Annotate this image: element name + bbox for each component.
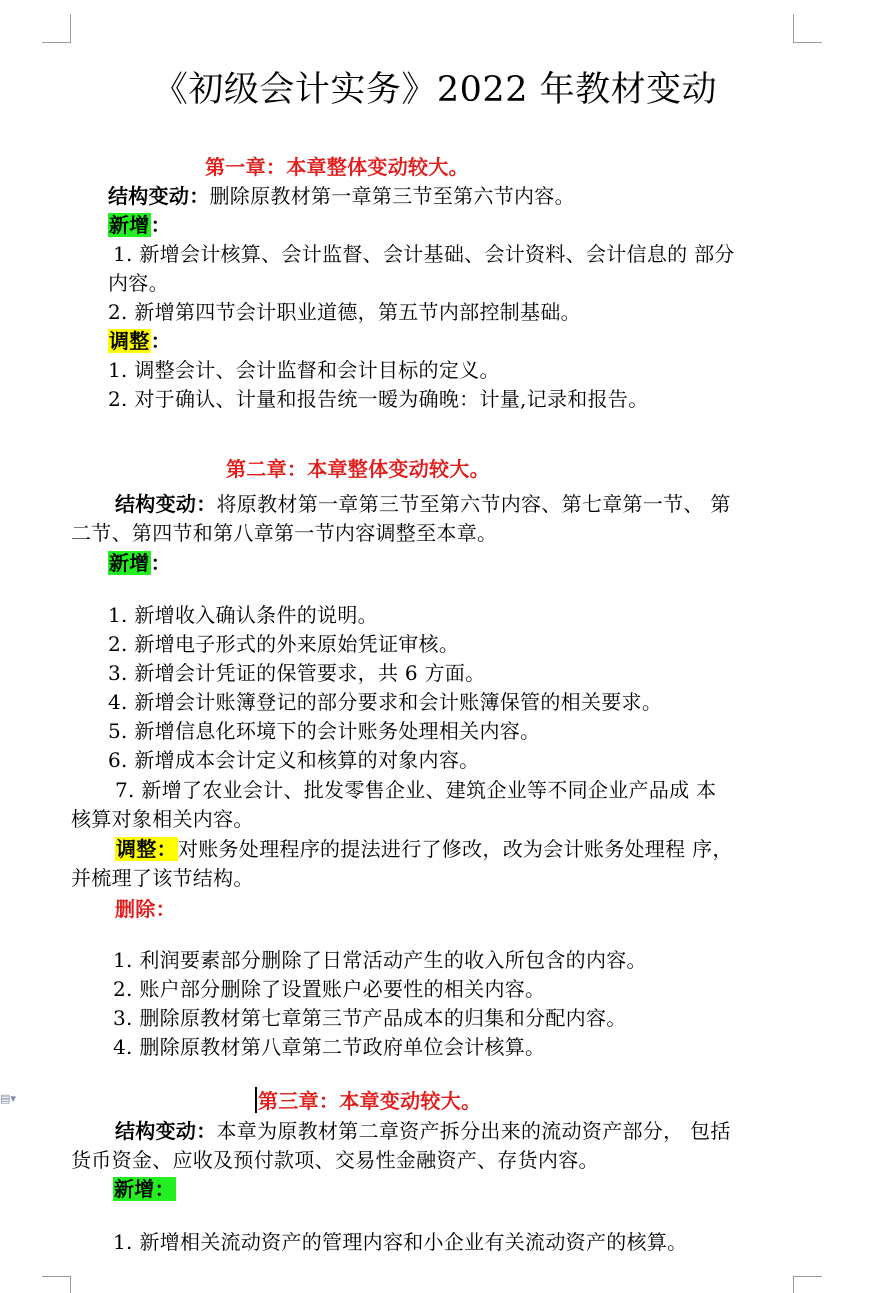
structure-label: 结构变动： [108, 184, 210, 208]
chapter-2-structure [115, 490, 731, 519]
paragraph-layout-icon[interactable]: ▤▾ [0, 1092, 16, 1105]
list-item: 2. 新增第四节会计职业道德，第五节内部控制基础。 [108, 300, 581, 324]
list-item: 4. 新增会计账簿登记的部分要求和会计账簿保管的相关要求。 [108, 690, 663, 714]
list-item: 2. 对于确认、计量和报告统一暧为确晚：计量,记录和报告。 [108, 387, 649, 411]
chapter-3-structure [115, 1117, 731, 1146]
list-item: 3. 删除原教材第七章第三节产品成本的归集和分配内容。 [113, 1006, 627, 1030]
list-item-continuation: 核算对象相关内容。 [71, 807, 254, 831]
structure-text: 删除原教材第一章第三节至第六节内容。 [209, 184, 575, 208]
colon: ： [150, 213, 171, 237]
colon: ： [150, 329, 171, 353]
colon: ： [150, 551, 171, 575]
chapter-2-new-label-line [108, 549, 171, 578]
list-item: 3. 新增会计凭证的保管要求，共 6 方面。 [108, 661, 486, 685]
structure-label: 结构变动： [115, 1119, 217, 1143]
adjust-label: 调整： [116, 837, 177, 861]
new-label: 新增 [109, 551, 150, 575]
adjust-text: 对账务处理程序的提法进行了修改，改为会计账务处理程 序， [177, 837, 733, 861]
structure-text-continuation: 二节、第四节和第八章第一节内容调整至本章。 [71, 521, 498, 545]
chapter-2-heading: 第二章：本章整体变动较大。 [226, 457, 490, 481]
structure-text: 本章为原教材第二章资产拆分出来的流动资产部分， 包括 [216, 1119, 731, 1143]
new-label: 新增： [114, 1177, 175, 1201]
delete-label: 删除： [115, 897, 176, 921]
text-cursor [255, 1087, 257, 1113]
list-item: 5. 新增信息化环境下的会计账务处理相关内容。 [108, 719, 541, 743]
chapter-2-adjust [115, 835, 733, 864]
list-item: 1. 新增收入确认条件的说明。 [108, 603, 378, 627]
list-item-continuation: 内容。 [108, 271, 169, 295]
chapter-3-heading [255, 1087, 481, 1116]
list-item: 1. 新增会计核算、会计监督、会计基础、会计资料、会计信息的 部分 [113, 242, 735, 266]
new-label: 新增 [109, 213, 150, 237]
list-item: 2. 账户部分删除了设置账户必要性的相关内容。 [113, 977, 546, 1001]
chapter-1-structure [108, 182, 575, 211]
structure-text: 将原教材第一章第三节至第六节内容、第七章第一节、 第 [216, 492, 731, 516]
list-item: 7. 新增了农业会计、批发零售企业、建筑企业等不同企业产品成 本 [115, 778, 717, 802]
list-item: 1. 新增相关流动资产的管理内容和小企业有关流动资产的核算。 [113, 1230, 688, 1254]
chapter-1-new-label-line [108, 211, 171, 240]
chapter-1-adjust-label-line [108, 327, 171, 356]
document-title: 《初级会计实务》2022 年教材变动 [152, 70, 718, 110]
crop-mark-bottom-right [793, 1276, 822, 1293]
structure-text-continuation: 货币资金、应收及预付款项、交易性金融资产、存货内容。 [71, 1148, 599, 1172]
list-item: 2. 新增电子形式的外来原始凭证审核。 [108, 632, 460, 656]
crop-mark-top-right [793, 14, 822, 43]
crop-mark-bottom-left [42, 1276, 71, 1293]
structure-label: 结构变动： [115, 492, 217, 516]
list-item: 1. 利润要素部分删除了日常活动产生的收入所包含的内容。 [113, 948, 647, 972]
list-item: 4. 删除原教材第八章第二节政府单位会计核算。 [113, 1035, 546, 1059]
chapter-3-heading-text: 第三章：本章变动较大。 [258, 1089, 482, 1113]
list-item: 1. 调整会计、会计监督和会计目标的定义。 [108, 358, 500, 382]
adjust-text-continuation: 并梳理了该节结构。 [71, 866, 254, 890]
chapter-3-new-label-line [113, 1175, 176, 1204]
chapter-1-heading: 第一章：本章整体变动较大。 [205, 155, 469, 179]
adjust-label: 调整 [109, 329, 150, 353]
list-item: 6. 新增成本会计定义和核算的对象内容。 [108, 748, 480, 772]
crop-mark-top-left [42, 14, 71, 43]
